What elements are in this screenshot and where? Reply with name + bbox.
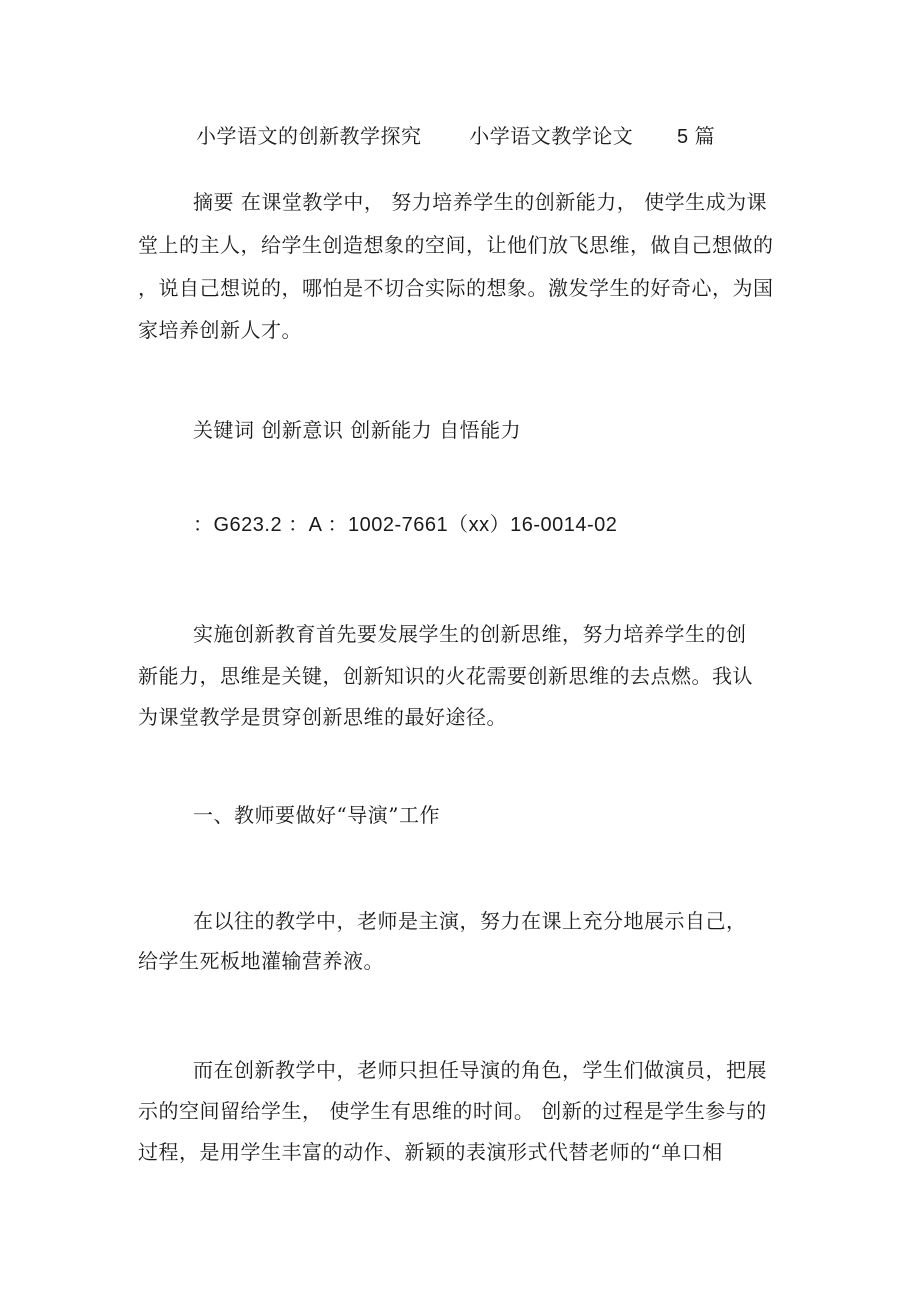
paragraph-line: 新能力，思维是关键，创新知识的火花需要创新思维的去点燃。我认 bbox=[138, 664, 753, 688]
paragraph-line: 示的空间留给学生， 使学生有思维的时间。 创新的过程是学生参与的 bbox=[138, 1099, 767, 1123]
title-part-3: 5 篇 bbox=[676, 126, 716, 148]
classification-line: ：G623.2 ：A ：1002-7661（xx）16-0014-02 bbox=[193, 514, 618, 536]
section-heading: 一、教师要做好“导演”工作 bbox=[193, 803, 440, 827]
title-part-2: 小学语文教学论文 bbox=[469, 124, 634, 148]
paragraph-line: 而在创新教学中，老师只担任导演的角色，学生们做演员，把展 bbox=[193, 1058, 767, 1082]
document-title bbox=[196, 126, 846, 147]
paragraph-line: 在以往的教学中，老师是主演，努力在课上充分地展示自己， bbox=[193, 909, 747, 933]
abstract-line: 家培养创新人才。 bbox=[138, 318, 302, 342]
abstract-line: ，说自己想说的，哪怕是不切合实际的想象。激发学生的好奇心，为国 bbox=[138, 276, 774, 300]
abstract-line: 堂上的主人，给学生创造想象的空间，让他们放飞思维，做自己想做的 bbox=[138, 233, 774, 257]
paragraph-line: 实施创新教育首先要发展学生的创新思维，努力培养学生的创 bbox=[193, 622, 747, 646]
title-part-1: 小学语文的创新教学探究 bbox=[196, 124, 422, 148]
keywords: 关键词 创新意识 创新能力 自悟能力 bbox=[193, 418, 522, 442]
paragraph-line: 为课堂教学是贯穿创新思维的最好途径。 bbox=[138, 705, 507, 729]
abstract-line: 摘要 在课堂教学中， 努力培养学生的创新能力， 使学生成为课 bbox=[193, 190, 768, 214]
paragraph-line: 给学生死板地灌输营养液。 bbox=[138, 949, 384, 973]
paragraph-line: 过程，是用学生丰富的动作、新颖的表演形式代替老师的“单口相 bbox=[138, 1140, 723, 1164]
